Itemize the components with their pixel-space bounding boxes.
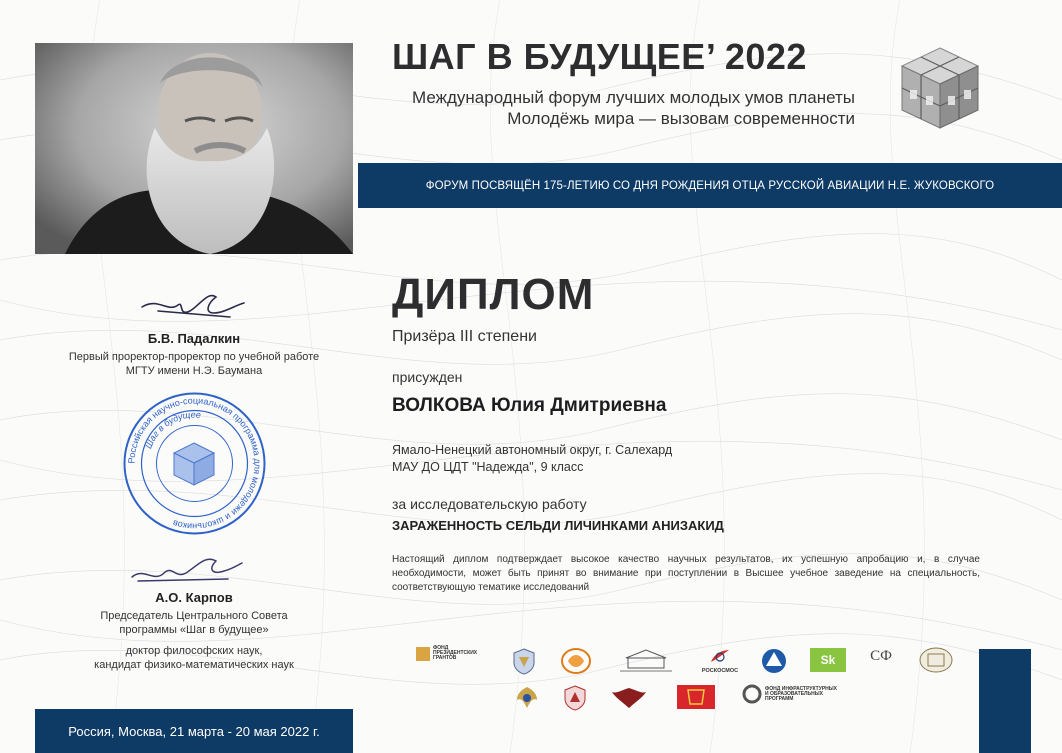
- signature-padalkin: [138, 287, 248, 327]
- building-emblem-icon: [618, 648, 674, 674]
- work-title: ЗАРАЖЕННОСТЬ СЕЛЬДИ ЛИЧИНКАМИ АНИЗАКИД: [392, 518, 724, 533]
- award-degree: Призёра III степени: [392, 328, 537, 345]
- ministry-eagle-icon: [513, 684, 541, 712]
- awarded-label: присужден: [392, 369, 463, 385]
- signatory-position: Председатель Центрального Совета: [100, 610, 288, 622]
- red-flag-icon: [676, 684, 716, 710]
- corner-footer-block: [979, 649, 1031, 753]
- signatory-name: Б.В. Падалкин: [147, 331, 241, 346]
- seal-inner-text: Шаг в будущее: [143, 409, 202, 451]
- orange-emblem-icon: [560, 647, 592, 675]
- work-label: за исследовательскую работу: [392, 496, 587, 512]
- infrastructure-fund-logo: ФОНД ИНФРАСТРУКТУРНЫХ И ОБРАЗОВАТЕЛЬНЫХ ПРОГРАММ: [742, 684, 842, 704]
- place-dates-footer: Россия, Москва, 21 марта - 20 мая 2022 г.: [35, 709, 353, 753]
- sf-logo: СФ: [870, 648, 892, 664]
- roscosmos-icon: [709, 648, 731, 664]
- cube-logo: [898, 44, 982, 137]
- recipient-school: МАУ ДО ЦДТ "Надежда", 9 класс: [392, 460, 584, 474]
- presidential-grants-logo: ФОНД ПРЕЗИДЕНТСКИХ ГРАНТОВ: [416, 646, 496, 661]
- infrastructure-fund-icon: [742, 684, 762, 704]
- signatory-padalkin: [35, 331, 353, 378]
- portrait-illustration: [35, 43, 353, 254]
- portrait-photo: [35, 43, 353, 254]
- signatory-name: А.О. Карпов: [155, 590, 233, 605]
- roscosmos-logo: РОСКОСМОС: [697, 648, 743, 674]
- signatory-organization: МГТУ имени Н.Э. Баумана: [125, 365, 263, 377]
- seal-outer-text: Российская научно-социальная программа для молодежи и школьников: [126, 395, 263, 532]
- oval-emblem-icon: [918, 646, 954, 674]
- rosatom-icon: [760, 647, 788, 675]
- program-seal: [122, 391, 267, 536]
- recipient-name: ВОЛКОВА Юлия Дмитриевна: [392, 395, 667, 416]
- recipient-region: Ямало-Ненецкий автономный округ, г. Салехард: [392, 443, 673, 457]
- forum-title: ШАГ В БУДУЩЕЕ’ 2022: [392, 36, 807, 77]
- signatory-karpov: [35, 590, 353, 672]
- signatory-program: программы «Шаг в будущее»: [119, 624, 269, 636]
- diploma-notice: Настоящий диплом подтверждает высокое качество научных результатов, их успешную апробацию и, в случае необходимости, может быть принят во внимание при поступлении в Высшее учебное заведение на специальность, соответствующую тематике исследований: [392, 554, 980, 593]
- skolkovo-label: Sk: [820, 653, 836, 667]
- diploma-title: ДИПЛОМ: [392, 270, 595, 319]
- signatory-degree-1: доктор философских наук,: [125, 645, 263, 657]
- signatory-degree-2: кандидат физико-математических наук: [94, 659, 294, 671]
- signatory-position: Первый проректор-проректор по учебной работе: [68, 351, 320, 363]
- skolkovo-logo: [810, 648, 846, 672]
- grant-square-icon: [416, 647, 430, 661]
- cube-logo-graphic: [898, 44, 982, 132]
- forum-subtitle-line1: Международный форум лучших молодых умов планеты: [412, 88, 855, 107]
- dedication-banner: ФОРУМ ПОСВЯЩЁН 175-ЛЕТИЮ СО ДНЯ РОЖДЕНИЯ ОТЦА РУССКОЙ АВИАЦИИ Н.Е. ЖУКОВСКОГО: [358, 163, 1062, 208]
- forum-subtitle-line2: Молодёжь мира — вызовам современности: [507, 109, 855, 128]
- signature-karpov: [128, 553, 246, 589]
- red-shield-icon: [562, 684, 588, 712]
- coat-of-arms-icon: [510, 647, 538, 675]
- army-eagle-icon: [610, 684, 648, 712]
